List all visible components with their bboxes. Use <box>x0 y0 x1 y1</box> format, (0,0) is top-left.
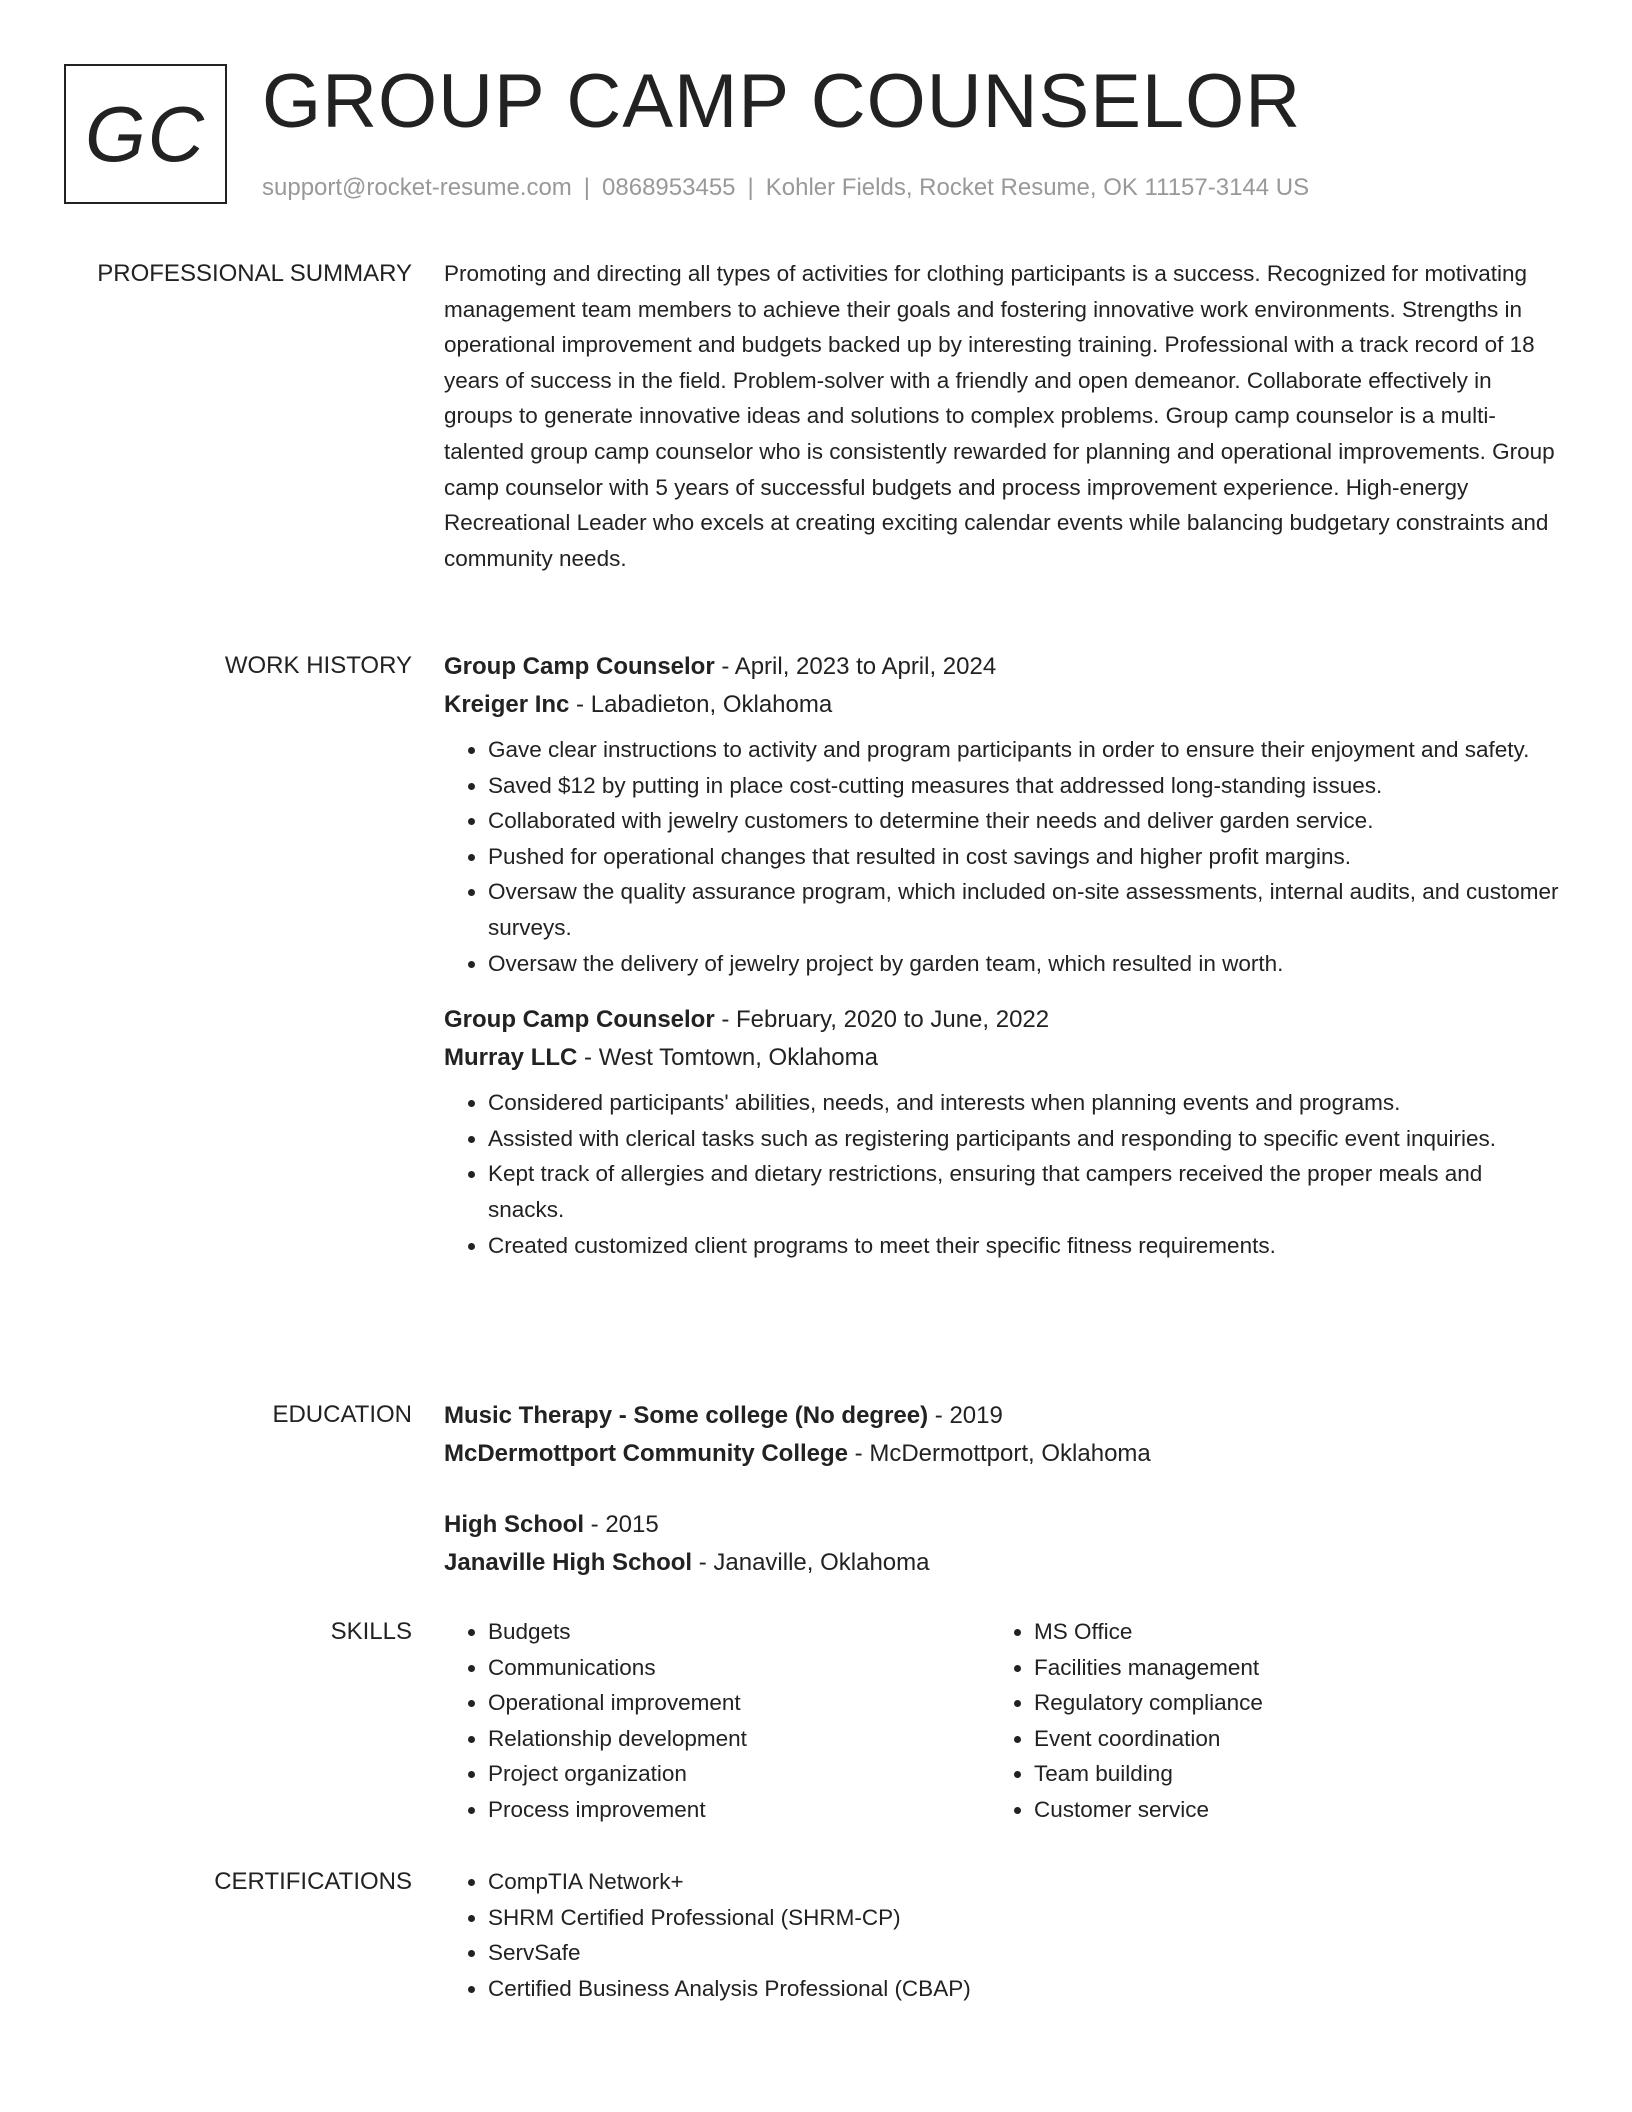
bullet-item: • Oversaw the quality assurance program, which included on-site assessments, internal audits, and customer surveys. <box>488 874 1564 945</box>
certification-item: • CompTIA Network+ <box>488 1864 1544 1900</box>
job-dates: - February, 2020 to June, 2022 <box>714 1006 1050 1034</box>
skill-item: • Facilities management <box>1034 1650 1536 1686</box>
separator: | <box>583 174 591 201</box>
job-dates: - April, 2023 to April, 2024 <box>714 653 997 680</box>
job-location: - West Tomtown, Oklahoma <box>577 1044 878 1072</box>
job-entry <box>444 648 1564 981</box>
certification-item: • ServSafe <box>488 1935 1544 1971</box>
skills-column-right <box>990 1614 1536 1828</box>
degree: High School <box>444 1511 584 1538</box>
certifications-list <box>444 1864 1544 2006</box>
graduation-year: - 2019 <box>928 1402 1003 1429</box>
skills-column-left <box>444 1614 990 1828</box>
skill-item: • Communications <box>488 1650 990 1686</box>
skills-columns <box>444 1614 1564 1828</box>
graduation-year: - 2015 <box>584 1511 659 1538</box>
contact-line <box>262 174 1309 202</box>
phone: 0868953455 <box>602 174 736 201</box>
job-entry <box>444 1001 1564 1263</box>
degree: Music Therapy - Some college (No degree) <box>444 1402 929 1429</box>
school-location: - Janaville, Oklahoma <box>692 1549 930 1576</box>
monogram: GC <box>64 64 227 204</box>
separator: | <box>747 174 754 201</box>
address: Kohler Fields, Rocket Resume, OK 11157-3144 US <box>765 174 1310 201</box>
degree-line <box>444 1506 1564 1544</box>
bullet-item: • Pushed for operational changes that resulted in cost savings and higher profit margins. <box>488 839 1564 875</box>
summary-text: Promoting and directing all types of activities for clothing participants is a success. Recognized for motivating management team members to achieve their goals and fostering innovative work environments. Strengths in operational improvement and budgets backed up by interesting training. Professional with a track record of 18 years of success in the field. Problem-solver with a friendly and open demeanor. Collaborate effectively in groups to generate innovative ideas and solutions to complex problems. Group camp counselor is a multi-talented group camp counselor who is consistently rewarded for planning and operational improvements. Group camp counselor with 5 years of successful budgets and process improvement experience. High-energy Recreational Leader who excels at creating exciting calendar events while balancing budgetary constraints and community needs. <box>444 261 1555 571</box>
skill-item: • Regulatory compliance <box>1034 1685 1536 1721</box>
job-company-line <box>444 686 1564 724</box>
job-role: Group Camp Counselor <box>444 1006 715 1034</box>
bullet-item: • Saved $12 by putting in place cost-cutting measures that addressed long-standing issues. <box>488 768 1564 804</box>
school-location: - McDermottport, Oklahoma <box>848 1440 1151 1467</box>
bullet-item: • Created customized client programs to meet their specific fitness requirements. <box>488 1228 1564 1264</box>
bullet-item: • Assisted with clerical tasks such as registering participants and responding to specific event inquiries. <box>488 1121 1564 1157</box>
certification-item: • SHRM Certified Professional (SHRM-CP) <box>488 1900 1544 1936</box>
job-company: Murray LLC <box>444 1044 578 1072</box>
section-title: WORK HISTORY <box>224 652 412 679</box>
education-entry <box>444 1506 1564 1582</box>
skill-item: • Relationship development <box>488 1721 990 1757</box>
skill-item: • MS Office <box>1034 1614 1536 1650</box>
skill-item: • Project organization <box>488 1756 990 1792</box>
school-line <box>444 1544 1564 1582</box>
email[interactable]: support@rocket-resume.com <box>262 174 572 201</box>
section-title: SKILLS <box>330 1618 412 1645</box>
education-entry <box>444 1397 1564 1473</box>
skill-item: • Operational improvement <box>488 1685 990 1721</box>
resume-header <box>64 59 1564 214</box>
job-bullets <box>444 732 1564 981</box>
school: McDermottport Community College <box>444 1440 849 1467</box>
certification-item: • Certified Business Analysis Professional (CBAP) <box>488 1971 1544 2007</box>
skill-item: • Process improvement <box>488 1792 990 1828</box>
skill-item: • Customer service <box>1034 1792 1536 1828</box>
section-title: EDUCATION <box>272 1401 412 1428</box>
school-line <box>444 1435 1564 1473</box>
job-location: - Labadieton, Oklahoma <box>569 691 833 718</box>
skill-item: • Event coordination <box>1034 1721 1536 1757</box>
bullet-item: • Collaborated with jewelry customers to determine their needs and deliver garden service. <box>488 803 1564 839</box>
section-title: PROFESSIONAL SUMMARY <box>97 260 412 287</box>
job-role: Group Camp Counselor <box>444 653 715 680</box>
skill-item: • Team building <box>1034 1756 1536 1792</box>
bullet-item: • Considered participants' abilities, needs, and interests when planning events and programs. <box>488 1085 1564 1121</box>
school: Janaville High School <box>444 1549 693 1576</box>
degree-line <box>444 1397 1564 1435</box>
bullet-item: • Oversaw the delivery of jewelry project by garden team, which resulted in worth. <box>488 946 1564 982</box>
bullet-item: • Gave clear instructions to activity and program participants in order to ensure their enjoyment and safety. <box>488 732 1564 768</box>
job-title-line <box>444 648 1564 686</box>
job-bullets <box>444 1085 1564 1263</box>
job-title-line <box>444 1001 1564 1039</box>
skill-item: • Budgets <box>488 1614 990 1650</box>
job-company: Kreiger Inc <box>444 691 570 718</box>
section-title: CERTIFICATIONS <box>214 1868 412 1895</box>
job-company-line <box>444 1039 1564 1077</box>
candidate-name: GROUP CAMP COUNSELOR <box>262 59 1302 144</box>
bullet-item: • Kept track of allergies and dietary restrictions, ensuring that campers received the proper meals and snacks. <box>488 1156 1564 1227</box>
